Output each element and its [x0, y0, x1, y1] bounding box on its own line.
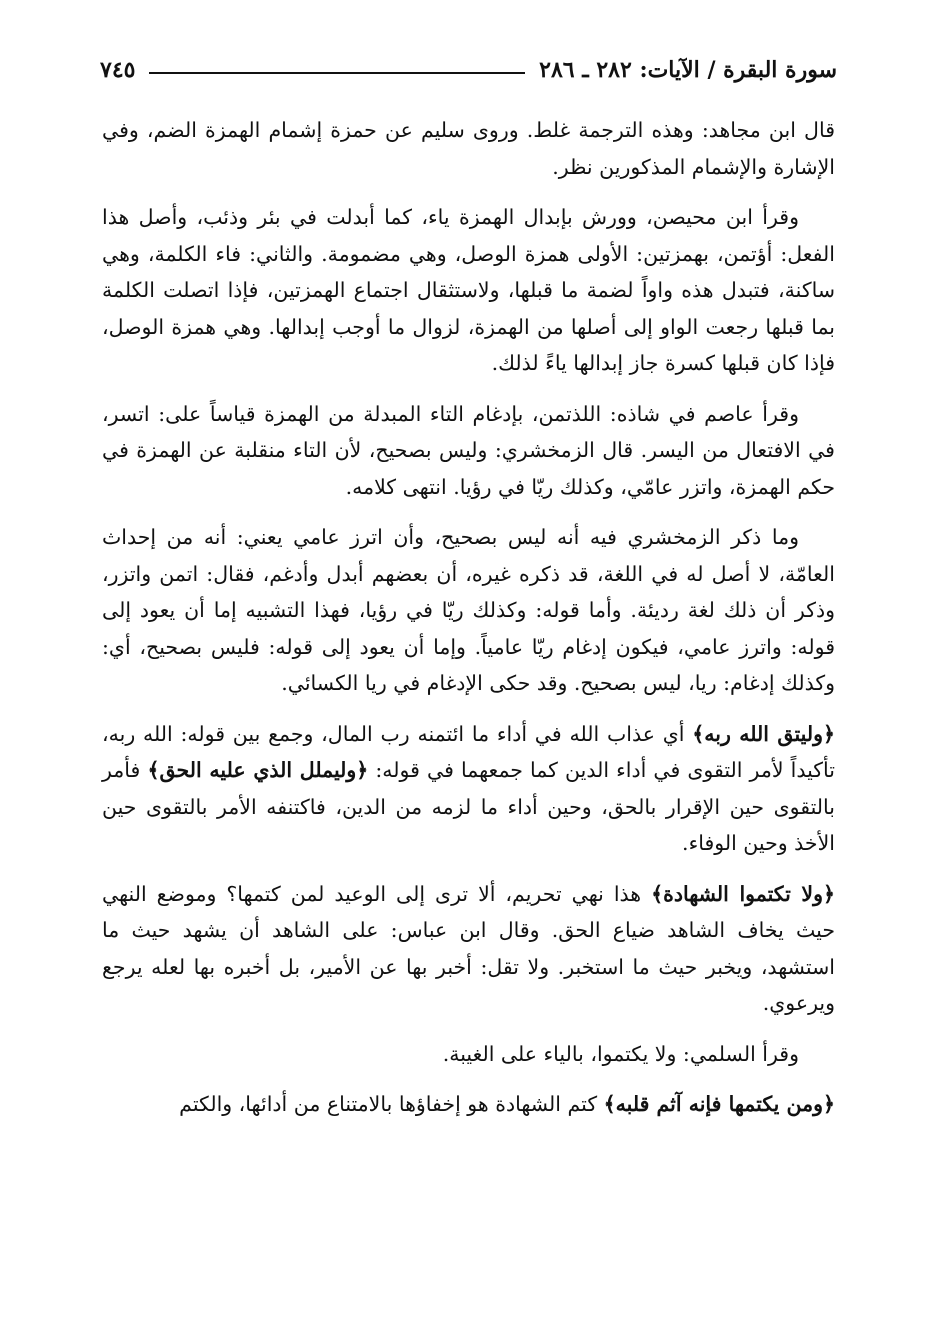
paragraph-4 — [102, 519, 835, 702]
paragraph-2 — [102, 199, 835, 382]
running-title: سورة البقرة / الآيات: ٢٨٢ ـ ٢٨٦ — [539, 57, 837, 83]
paragraph-8 — [102, 1086, 835, 1123]
paragraph-1 — [102, 112, 835, 185]
paragraph-text: وقرأ السلمي: ولا يكتموا، بالياء على الغيبة. — [442, 1041, 799, 1066]
paragraph-text: فأمر بالتقوى حين الإقرار بالحق، وحين أداء ما لزمه من الدين، فاكتنفه الأمر بالتقوى حين الأخذ وحين الوفاء. — [102, 758, 835, 855]
paragraph-6 — [102, 876, 835, 1022]
paragraph-7 — [102, 1036, 835, 1073]
paragraph-text: هذا نهي تحريم، ألا ترى إلى الوعيد لمن كتمها؟ وموضع النهي حيث يخاف الشاهد ضياع الحق. وقال ابن عباس: على الشاهد أن يشهد حيث ما استشهد، ويخبر حيث ما استخبر. ولا تقل: أخبر بها عن الأمير، بل أخبره بها لعله يرجع ويرعوي. — [102, 881, 835, 1015]
paragraph-text: قال ابن مجاهد: وهذه الترجمة غلط. وروى سليم عن حمزة إشمام الهمزة الضم، وفي الإشارة والإشمام المذكورين نظر. — [102, 118, 835, 179]
quran-quote: ﴿وليتق الله ربه﴾ — [692, 721, 835, 746]
paragraph-5 — [102, 716, 835, 862]
paragraph-text: وقرأ عاصم في شاذه: اللذتمن، بإدغام التاء المبدلة من الهمزة قياساً على: اتسر، في الافتعال من اليسر. قال الزمخشري: وليس بصحيح، لأن التاء منقلبة عن الهمزة في حكم الهمزة، واتزر عامّي، وكذلك ريّا في رؤيا. انتهى كلامه. — [102, 401, 835, 499]
paragraph-3 — [102, 396, 835, 506]
paragraph-text: وقرأ ابن محيصن، وورش بإبدال الهمزة ياء، كما أبدلت في بئر وذئب، وأصل هذا الفعل: أؤتمن، بهمزتين: الأولى همزة الوصل، وهي مضمومة. والثاني: فاء الكلمة، وهي ساكنة، فتبدل هذه واواً لضمة ما قبلها، ولاستثقال اجتماع الهمزتين، فإذا اتصلت الكلمة بما قبلها رجعت الواو إلى أصلها من الهمزة، لزوال ما أوجب إبدالها. وهي همزة الوصل، فإذا كان قبلها كسرة جاز إبدالها ياءً لذلك. — [102, 205, 835, 375]
page-number: ٧٤٥ — [100, 57, 136, 83]
paragraph-text: كتم الشهادة هو إخفاؤها بالامتناع من أدائها، والكتم — [179, 1092, 604, 1116]
quran-quote: ﴿ومن يكتمها فإنه آثم قلبه﴾ — [603, 1092, 835, 1116]
quran-quote: ﴿وليملل الذي عليه الحق﴾ — [147, 758, 369, 782]
paragraph-text: وما ذكر الزمخشري فيه أنه ليس بصحيح، وأن اترز عامي يعني: أنه من إحداث العامّة، لا أصل له في اللغة، قد ذكره غيره، أن بعضهم أبدل وأدغم، فقال: اتمن واتزر، وذكر أن ذلك لغة رديئة. وأما قوله: وكذلك ريّا في رؤيا، فهذا التشبيه إما أن يعود إلى قوله: واترز عامي، فيكون إدغام ريّا عامياً. وإما أن يعود إلى قوله: فليس بصحيح، أي: وكذلك إدغام: ريا، ليس بصحيح. وقد حكى الإدغام في ريا الكسائي. — [102, 525, 835, 695]
quran-quote: ﴿ولا تكتموا الشهادة﴾ — [651, 881, 835, 906]
paragraph-text: أي عذاب الله في أداء ما ائتمنه رب المال، وجمع بين قوله: الله ربه، تأكيداً لأمر التقوى في أداء الدين كما جمعهما في قوله: — [102, 721, 835, 782]
page-header — [100, 50, 837, 90]
header-divider — [149, 72, 525, 74]
page-body — [102, 112, 835, 1137]
